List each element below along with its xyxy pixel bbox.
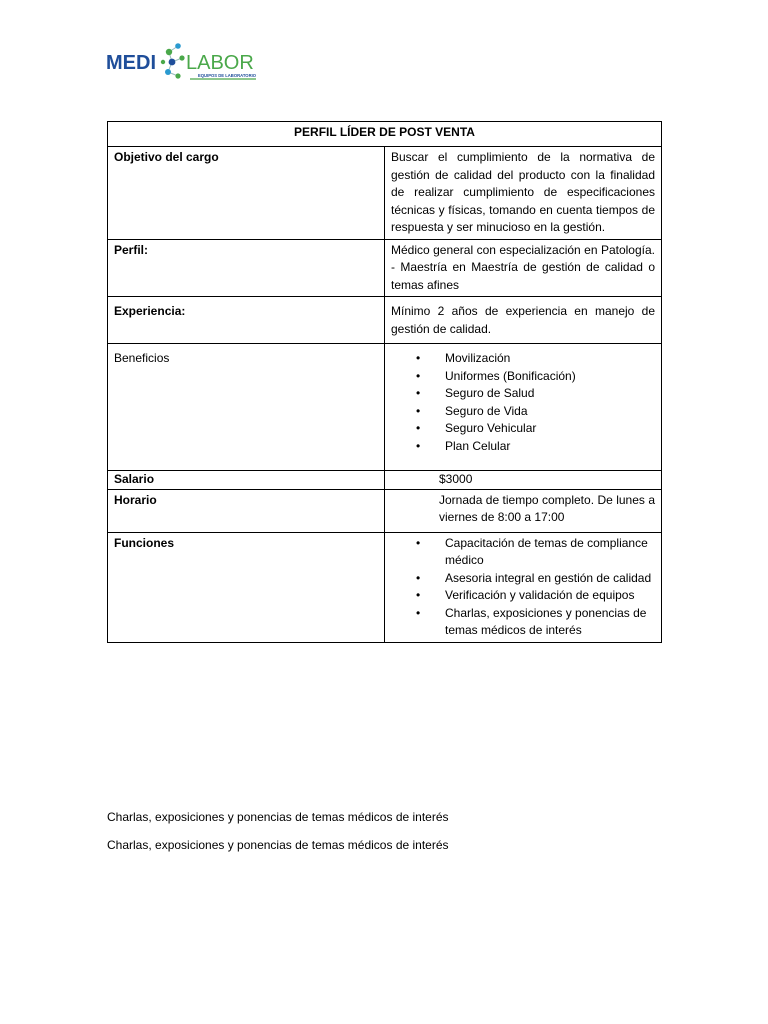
funciones-list <box>391 535 655 640</box>
logo-text-medi: MEDI <box>106 52 156 74</box>
table-title-row <box>108 122 662 147</box>
row-funciones <box>108 532 662 642</box>
molecule-icon <box>161 43 185 78</box>
label-perfil: Perfil: <box>108 239 385 297</box>
perfil-table <box>107 121 662 643</box>
list-item: • Capacitación de temas de compliance médico <box>416 535 655 570</box>
label-experiencia: Experiencia: <box>108 297 385 344</box>
list-item: • Asesoria integral en gestión de calidad <box>416 570 655 588</box>
list-item: • Charlas, exposiciones y ponencias de temas médicos de interés <box>416 605 655 640</box>
value-objetivo: Buscar el cumplimiento de la normativa de gestión de calidad del producto con la finalidad de realizar cumplimiento de especificaciones técnicas y físicas, tomando en cuenta tiempos de respuesta y ser minucioso en la gestión. <box>385 147 662 240</box>
value-funciones <box>385 532 662 642</box>
logo-text-labor: LABOR <box>186 52 254 74</box>
row-experiencia <box>108 297 662 344</box>
row-perfil <box>108 239 662 297</box>
row-salario <box>108 471 662 490</box>
row-objetivo <box>108 147 662 240</box>
label-beneficios: Beneficios <box>108 344 385 471</box>
label-horario: Horario <box>108 489 385 532</box>
row-beneficios <box>108 344 662 471</box>
value-salario: $3000 <box>385 471 662 490</box>
list-item: • Movilización <box>416 350 655 368</box>
table-title: PERFIL LÍDER DE POST VENTA <box>108 122 662 147</box>
value-experiencia: Mínimo 2 años de experiencia en manejo de gestión de calidad. <box>385 297 662 344</box>
list-item: • Uniformes (Bonificación) <box>416 368 655 386</box>
footer-line: Charlas, exposiciones y ponencias de temas médicos de interés <box>107 838 449 852</box>
label-objetivo: Objetivo del cargo <box>108 147 385 240</box>
label-salario: Salario <box>108 471 385 490</box>
value-perfil: Médico general con especialización en Patología. - Maestría en Maestría de gestión de calidad o temas afines <box>385 239 662 297</box>
value-horario: Jornada de tiempo completo. De lunes a viernes de 8:00 a 17:00 <box>385 489 662 532</box>
value-beneficios <box>385 344 662 471</box>
list-item: • Plan Celular <box>416 438 655 456</box>
list-item: • Seguro de Salud <box>416 385 655 403</box>
list-item: • Verificación y validación de equipos <box>416 587 655 605</box>
footer-line: Charlas, exposiciones y ponencias de temas médicos de interés <box>107 810 449 824</box>
label-funciones: Funciones <box>108 532 385 642</box>
list-item: • Seguro Vehicular <box>416 420 655 438</box>
medilabor-logo-graphic <box>106 42 266 82</box>
medilabor-logo <box>106 42 266 82</box>
logo-tagline: EQUIPOS DE LABORATORIO <box>198 73 257 78</box>
row-horario <box>108 489 662 532</box>
list-item: • Seguro de Vida <box>416 403 655 421</box>
beneficios-list <box>391 350 655 455</box>
